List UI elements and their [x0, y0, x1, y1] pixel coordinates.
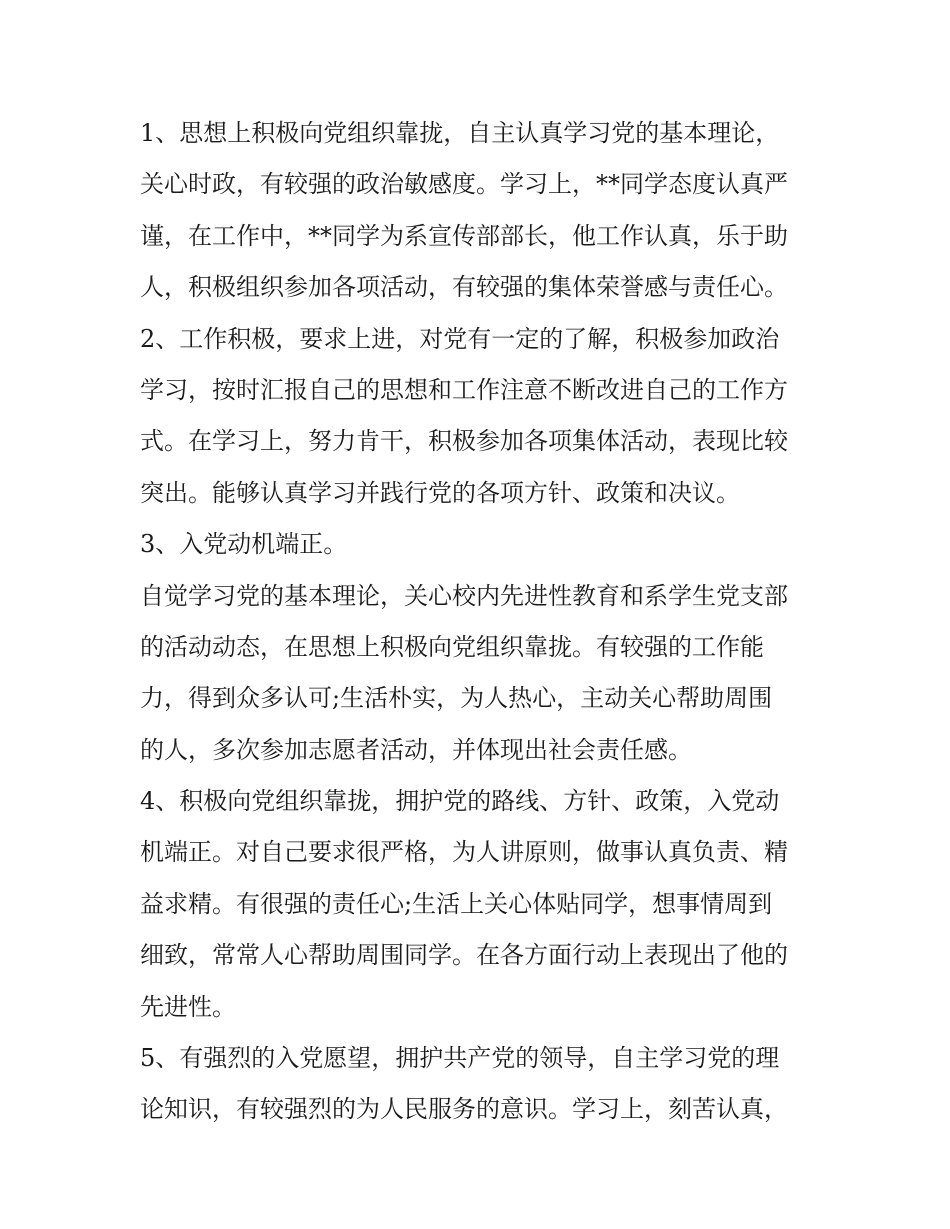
- text-line: 1、思想上积极向党组织靠拢，自主认真学习党的基本理论，: [140, 119, 780, 147]
- text-line: 机端正。对自己要求很严格，为人讲原则，做事认真负责、精: [140, 838, 788, 867]
- text-line: 学习，按时汇报自己的思想和工作注意不断改进自己的工作方: [140, 375, 788, 404]
- text-line: 的活动动态，在思想上积极向党组织靠拢。有较强的工作能: [140, 632, 764, 661]
- text-line: 自觉学习党的基本理论，关心校内先进性教育和系学生党支部: [140, 581, 788, 610]
- text-line: 论知识，有较强烈的为人民服务的意识。学习上，刻苦认真，: [140, 1095, 788, 1124]
- text-line: 5、有强烈的入党愿望，拥护共产党的领导，自主学习党的理: [140, 1044, 780, 1073]
- text-line: 人，积极组织参加各项活动，有较强的集体荣誉感与责任心。: [140, 273, 788, 302]
- document-body: [140, 108, 830, 1136]
- text-line: 益求精。有很强的责任心;生活上关心体贴同学，想事情周到: [140, 889, 773, 918]
- text-line: 细致，常常人心帮助周围同学。在各方面行动上表现出了他的: [140, 941, 788, 970]
- text-line: 4、积极向党组织靠拢，拥护党的路线、方针、政策，入党动: [140, 787, 780, 816]
- text-line: 力，得到众多认可;生活朴实，为人热心，主动关心帮助周围: [140, 684, 773, 713]
- text-line: 的人，多次参加志愿者活动，并体现出社会责任感。: [140, 735, 692, 764]
- text-line: 突出。能够认真学习并践行党的各项方针、政策和决议。: [140, 478, 740, 507]
- text-line: 3、入党动机端正。: [140, 530, 348, 559]
- text-line: 式。在学习上，努力肯干，积极参加各项集体活动，表现比较: [140, 427, 788, 456]
- text-line: 先进性。: [140, 992, 236, 1021]
- text-line: 关心时政，有较强的政治敏感度。学习上，**同学态度认真严: [140, 170, 788, 199]
- text-line: 谨，在工作中，**同学为系宣传部部长，他工作认真，乐于助: [140, 221, 788, 250]
- text-line: 2、工作积极，要求上进，对党有一定的了解，积极参加政治: [140, 324, 780, 353]
